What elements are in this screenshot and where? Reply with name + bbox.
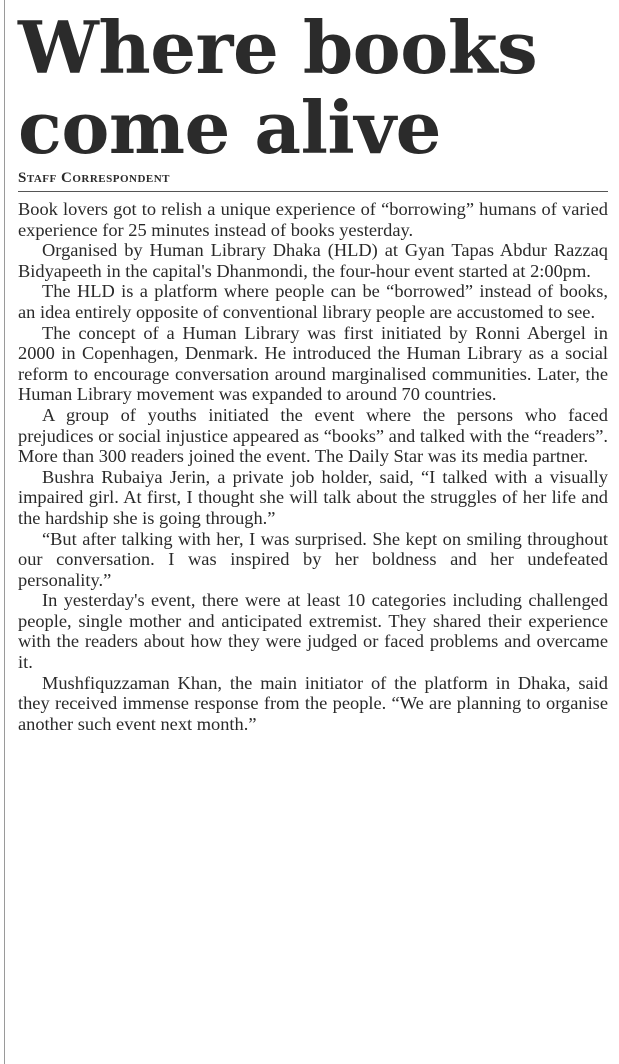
paragraph: The concept of a Human Library was first initiated by Ronni Abergel in 2000 in Copenhagen, Denmark. He introduced the Human Library as a social reform to encourage conversation around marginalised communities. Later, the Human Library movement was expanded to around 70 countries. [18,322,608,405]
column-rule [4,0,5,1064]
paragraph: Bushra Rubaiya Jerin, a private job holder, said, “I talked with a visually impaired girl. At first, I thought she will talk about the struggles of her life and the hardship she is going through.” [18,466,608,528]
paragraph: Organised by Human Library Dhaka (HLD) at Gyan Tapas Abdur Razzaq Bidyapeeth in the capital's Dhanmondi, the four-hour event started at 2:00pm. [18,240,608,281]
paragraph: A group of youths initiated the event where the persons who faced prejudices or social injustice appeared as “books” and talked with the “readers”. More than 300 readers joined the event. The Daily Star was its media partner. [18,404,608,467]
headline-line-1: Where books [18,5,538,90]
paragraph: In yesterday's event, there were at least 10 categories including challenged people, single mother and anticipated extremist. They shared their experience with the readers about how they were judged or faced problems and overcame it. [18,590,608,673]
headline [18,5,608,170]
byline: Staff Correspondent [18,170,608,192]
news-article [18,5,608,734]
article-body [18,199,608,734]
paragraph: The HLD is a platform where people can be “borrowed” instead of books, an idea entirely opposite of conventional library people are accustomed to see. [18,281,608,322]
paragraph: Mushfiquzzaman Khan, the main initiator of the platform in Dhaka, said they received immense response from the people. “We are planning to organise another such event next month.” [18,672,608,734]
paragraph: “But after talking with her, I was surprised. She kept on smiling throughout our conversation. I was inspired by her boldness and her undefeated personality.” [18,528,608,590]
paragraph: Book lovers got to relish a unique experience of “borrowing” humans of varied experience for 25 minutes instead of books yesterday. [18,199,608,240]
headline-line-2: come alive [18,85,441,170]
